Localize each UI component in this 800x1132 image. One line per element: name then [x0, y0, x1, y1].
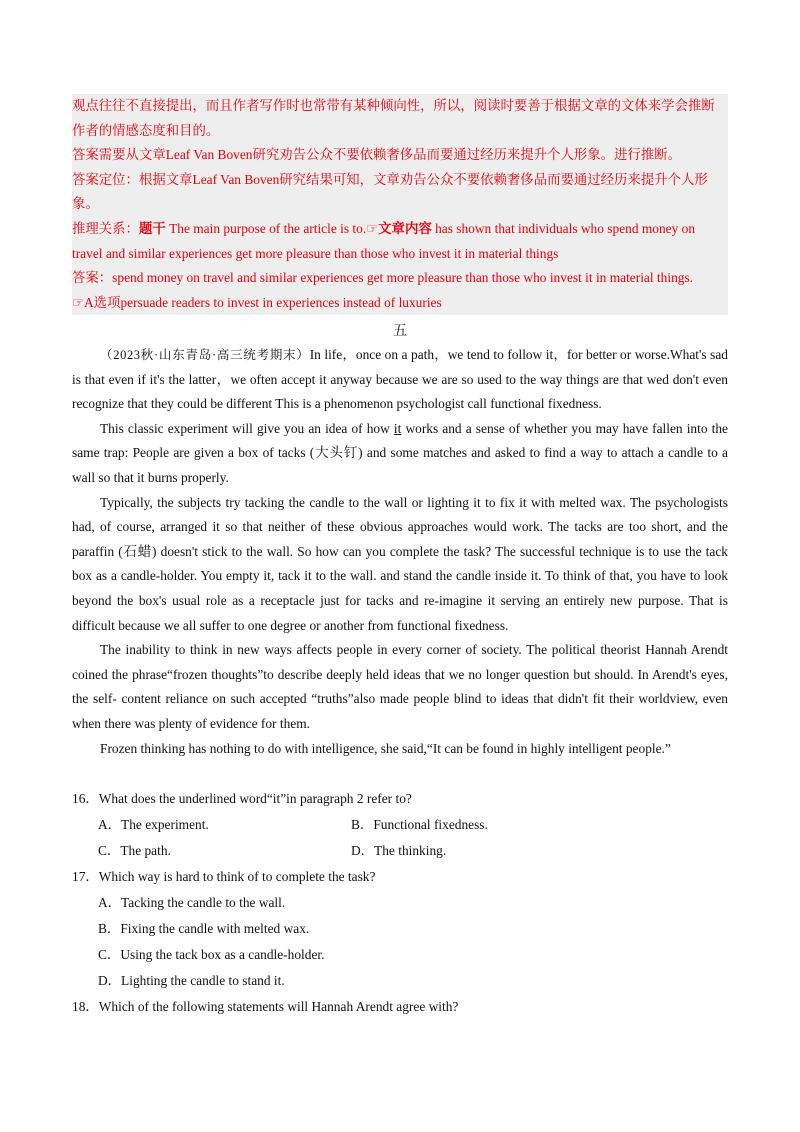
passage-paragraph-1 — [72, 343, 728, 417]
question-17: 17．Which way is hard to think of to complete the task? — [72, 869, 376, 884]
passage-paragraph-4: The inability to think in new ways affects people in every corner of society. The political theorist Hannah Arendt coined the phrase“frozen thoughts”to describe deeply held ideas that we no longer question but should. In Arendt's eyes, the self- content reliance on such accepted “truths”also made people blind to ideas that didn't fit their worldview, even when there was plenty of evidence for them. — [72, 642, 728, 731]
q17-option-d: D．Lighting the candle to stand it. — [98, 973, 285, 988]
reading-passage — [72, 343, 728, 761]
reasoning-stem-label: 题干 — [138, 220, 166, 236]
q16-option-d: D．The thinking. — [351, 843, 447, 858]
explanation-line-1: 观点往往不直接提出，而且作者写作时也常带有某种倾向性，所以，阅读时要善于根据文章的文体来学会推断作者的情感态度和目的。 — [72, 98, 715, 138]
question-16: 16．What does the underlined word“it”in paragraph 2 refer to? — [72, 791, 412, 806]
q17-option-c: C．Using the tack box as a candle-holder. — [98, 947, 325, 962]
questions-section — [72, 786, 728, 1020]
underlined-word: it — [393, 420, 402, 436]
q16-option-c: C．The path. — [98, 843, 171, 858]
passage-paragraph-5: Frozen thinking has nothing to do with intelligence, she said,“It can be found in highly intelligent people.” — [100, 740, 671, 756]
section-title: 五 — [393, 324, 407, 339]
reasoning-stem-text: The main purpose of the article is to.☞ — [165, 220, 379, 236]
question-18: 18．Which of the following statements will Hannah Arendt agree with? — [72, 999, 459, 1014]
paragraph-2-text-start: This classic experiment will give you an idea of how — [100, 420, 394, 436]
q17-option-a: A．Tacking the candle to the wall. — [98, 895, 286, 910]
option-a-line: ☞A选项persuade readers to invest in experiences instead of luxuries — [72, 294, 442, 310]
paragraph-2-text-end: works and a sense of whether you may have fallen into the same trap: People are given a box of tacks (大头钉) and some matches and asked to find a way to attach a candle to a wall so that it burns properly. — [72, 420, 728, 485]
answer-line: 答案：spend money on travel and similar experiences get more pleasure than those who invest it in material things. — [72, 270, 694, 286]
answer-explanation-block — [72, 94, 728, 315]
question-16-options-row-2 — [72, 838, 728, 864]
q17-option-b: B．Fixing the candle with melted wax. — [98, 921, 310, 936]
answer-location-line: 答案定位：根据文章Leaf Van Boven研究结果可知，文章劝告公众不要依赖奢侈品而要通过经历来提升个人形象。 — [72, 171, 708, 212]
q16-option-a: A．The experiment. — [98, 817, 209, 832]
passage-paragraph-3: Typically, the subjects try tacking the candle to the wall or lighting it to fix it with melted wax. The psychologists had, of course, arranged it so that neither of these obvious approaches would work. The tacks are too short, and the paraffin (石蜡) doesn't stick to the wall. So how can you complete the task? The successful technique is to use the tack box as a candle-holder. You empty it, tack it to the wall. and stand the candle inside it. To think of that, you have to look beyond the box's usual role as a receptacle just for tacks and re-imagine it serving an entirely new purpose. That is difficult because we all suffer to one degree or another from functional fixedness. — [72, 494, 728, 633]
passage-paragraph-2 — [72, 417, 728, 491]
reasoning-prefix: 推理关系： — [72, 220, 139, 236]
paragraph-1-text: In life，once on a path，we tend to follow it，for better or worse.What's sad is that even if it's the latter，we often accept it anyway because we are so used to the way things are that wed don't even recognize that they could be different This is a phenomenon psychologist call functional fixedness. — [72, 347, 728, 412]
passage-source: （2023秋·山东青岛·高三统考期末） — [100, 348, 310, 362]
explanation-line-2: 答案需要从文章Leaf Van Boven研究劝告公众不要依赖奢侈品而要通过经历来提升个人形象。进行推断。 — [72, 147, 681, 163]
reasoning-line — [72, 217, 728, 266]
reasoning-content-label: 文章内容 — [378, 220, 432, 236]
reasoning-content-text: has shown that individuals who spend money on travel and similar experiences get more pleasure than those who invest it in material things — [72, 220, 696, 261]
q16-option-b: B．Functional fixedness. — [351, 817, 488, 832]
question-16-options-row-1 — [72, 812, 728, 838]
